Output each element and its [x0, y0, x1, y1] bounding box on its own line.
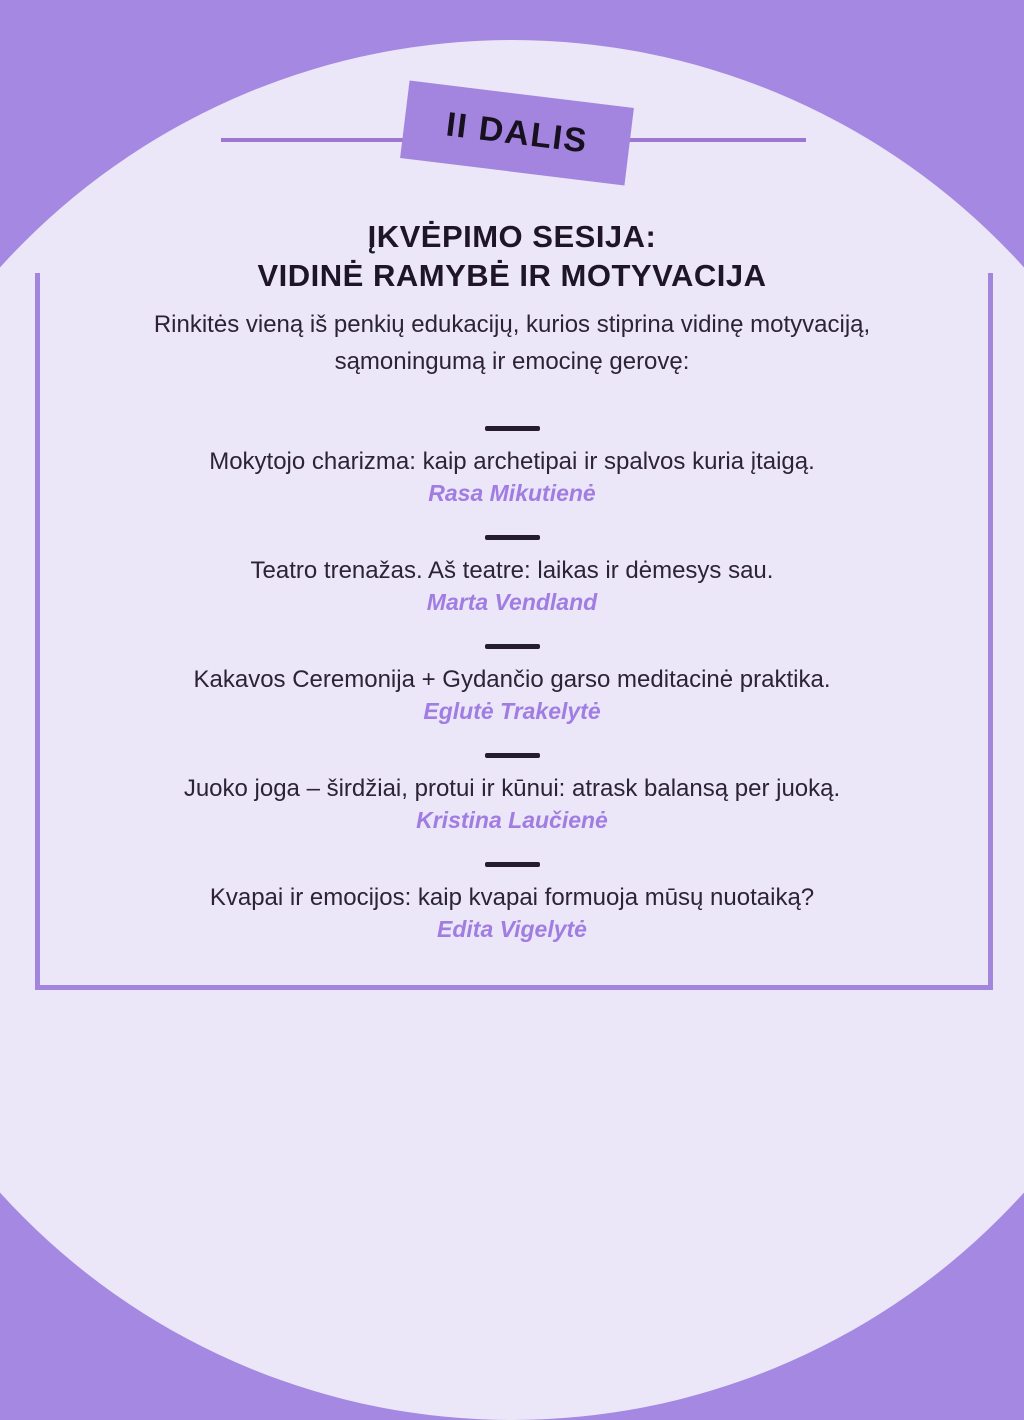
session-item [0, 535, 1024, 644]
session-list [0, 426, 1024, 971]
divider-line [485, 644, 540, 649]
session-title: Mokytojo charizma: kaip archetipai ir spalvos kuria įtaigą. [209, 448, 815, 475]
session-title: Kvapai ir emocijos: kaip kvapai formuoja mūsų nuotaiką? [209, 884, 815, 911]
session-item [0, 862, 1024, 971]
session-speaker: Eglutė Trakelytė [423, 698, 601, 724]
intro-text-line-2: sąmoningumą ir emocinę gerovę: [334, 348, 690, 375]
session-speaker: Marta Vendland [426, 589, 598, 615]
divider-line [485, 426, 540, 431]
session-title: Kakavos Ceremonija + Gydančio garso meditacinė praktika. [193, 666, 831, 693]
session-item [0, 426, 1024, 535]
session-speaker: Rasa Mikutienė [428, 480, 596, 506]
intro-text [0, 306, 1024, 380]
session-title: Juoko joga – širdžiai, protui ir kūnui: atrask balansą per juoką. [183, 775, 841, 802]
banner-label: II DALIS [444, 104, 591, 161]
session-speaker: Edita Vigelytė [437, 916, 587, 942]
session-speaker: Kristina Laučienė [416, 807, 608, 833]
page-title-line-2: VIDINĖ RAMYBĖ IR MOTYVACIJA [257, 258, 767, 293]
intro-text-line-1: Rinkitės vieną iš penkių edukacijų, kurios stiprina vidinę motyvaciją, [153, 311, 871, 338]
divider-line [485, 753, 540, 758]
session-title: Teatro trenažas. Aš teatre: laikas ir dėmesys sau. [250, 557, 774, 584]
session-item [0, 753, 1024, 862]
divider-line [485, 535, 540, 540]
divider-line [485, 862, 540, 867]
page-title [0, 217, 1024, 295]
session-item [0, 644, 1024, 753]
page-title-line-1: ĮKVĖPIMO SESIJA: [367, 219, 657, 254]
